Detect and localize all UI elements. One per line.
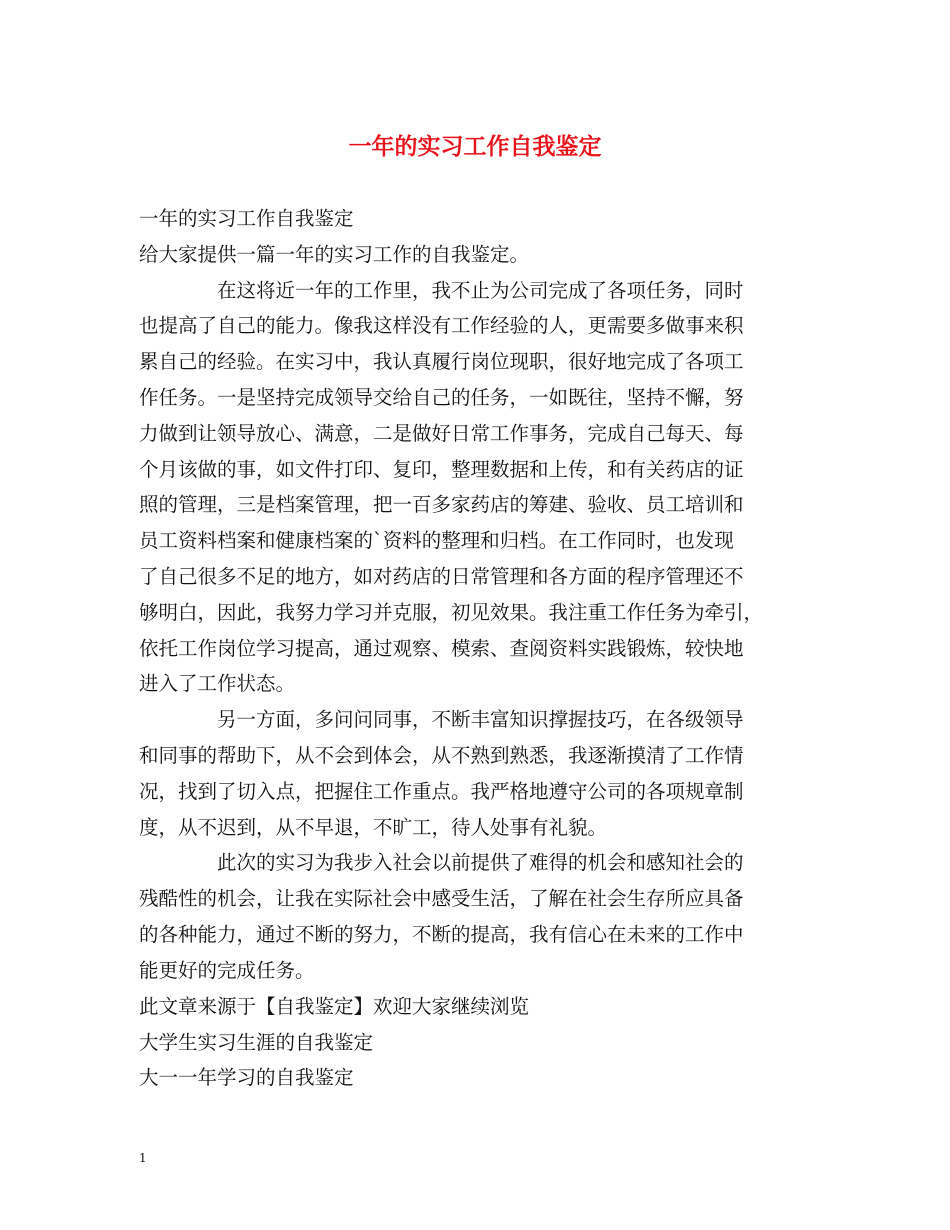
- page-number: 1: [139, 1151, 147, 1165]
- paragraph-line: 力做到让领导放心、满意，二是做好日常工作事务，完成自己每天、每: [139, 422, 744, 445]
- subtitle-line: 一年的实习工作自我鉴定: [139, 207, 354, 230]
- related-article-line: 大一一年学习的自我鉴定: [139, 1066, 354, 1089]
- paragraph-line: 作任务。一是坚持完成领导交给自己的任务，一如既往，坚持不懈，努: [139, 386, 744, 409]
- paragraph-line: 照的管理，三是档案管理，把一百多家药店的筹建、验收、员工培训和: [139, 493, 744, 516]
- paragraph-line: 个月该做的事，如文件打印、复印，整理数据和上传，和有关药店的证: [139, 458, 744, 481]
- paragraph-line: 够明白，因此，我努力学习并克服，初见效果。我注重工作任务为牵引，: [139, 601, 764, 624]
- paragraph-line: 进入了工作状态。: [139, 672, 296, 695]
- paragraph-line: 也提高了自己的能力。像我这样没有工作经验的人，更需要多做事来积: [139, 314, 744, 337]
- paragraph-line: 了自己很多不足的地方，如对药店的日常管理和各方面的程序管理还不: [139, 565, 744, 588]
- paragraph-line: 依托工作岗位学习提高，通过观察、模索、查阅资料实践锻炼，较快地: [139, 637, 744, 660]
- paragraph-line: 另一方面，多问问同事，不断丰富知识撑握技巧，在各级领导: [139, 708, 744, 731]
- paragraph-line: 能更好的完成任务。: [139, 959, 315, 982]
- paragraph-line: 况，找到了切入点，把握住工作重点。我严格地遵守公司的各项规章制: [139, 780, 744, 803]
- source-line: 此文章来源于【自我鉴定】欢迎大家继续浏览: [139, 995, 530, 1018]
- document-title: 一年的实习工作自我鉴定: [348, 133, 602, 160]
- paragraph-line: 残酷性的机会，让我在实际社会中感受生活，了解在社会生存所应具备: [139, 887, 744, 910]
- paragraph-line: 累自己的经验。在实习中，我认真履行岗位现职，很好地完成了各项工: [139, 350, 744, 373]
- paragraph-line: 的各种能力，通过不断的努力，不断的提高，我有信心在未来的工作中: [139, 923, 744, 946]
- paragraph-line: 员工资料档案和健康档案的`资料的整理和归档。在工作同时，也发现: [139, 529, 734, 552]
- intro-line: 给大家提供一篇一年的实习工作的自我鉴定。: [139, 243, 530, 266]
- paragraph-line: 此次的实习为我步入社会以前提供了难得的机会和感知社会的: [139, 851, 744, 874]
- related-article-line: 大学生实习生涯的自我鉴定: [139, 1031, 374, 1054]
- paragraph-line: 和同事的帮助下，从不会到体会，从不熟到熟悉，我逐渐摸清了工作情: [139, 744, 744, 767]
- paragraph-line: 在这将近一年的工作里，我不止为公司完成了各项任务，同时: [139, 279, 744, 302]
- paragraph-line: 度，从不迟到，从不早退，不旷工，待人处事有礼貌。: [139, 816, 608, 839]
